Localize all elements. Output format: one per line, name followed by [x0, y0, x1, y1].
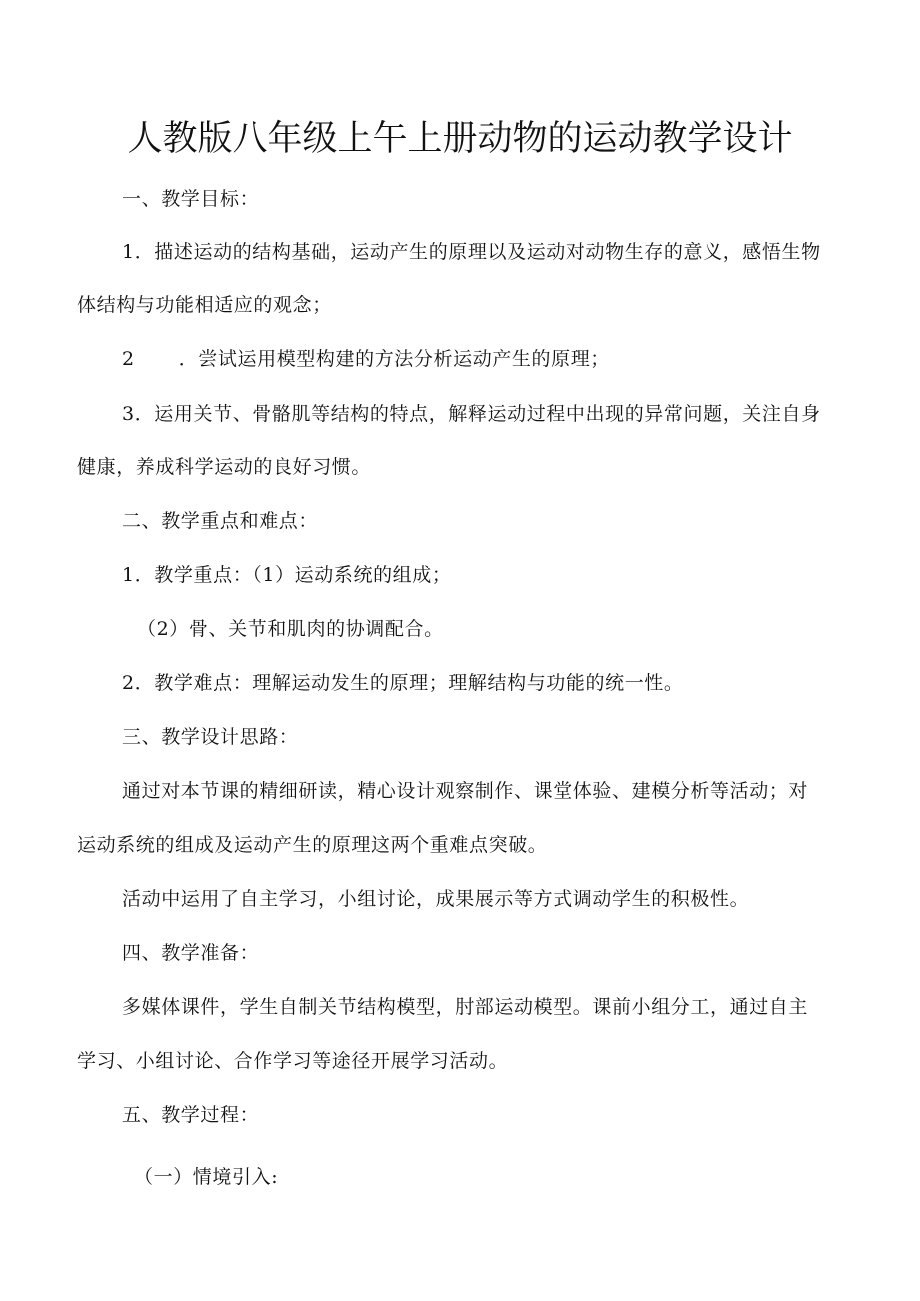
- objective-3-line-2: 健康，养成科学运动的良好习惯。: [77, 456, 372, 478]
- objective-2-number: 2: [122, 348, 135, 370]
- section-heading-design: 三、教学设计思路：: [122, 726, 299, 748]
- objective-1-line-1: 1．描述运动的结构基础，运动产生的原理以及运动对动物生存的意义，感悟生物: [122, 241, 821, 263]
- objective-2-text: ．尝试运用模型构建的方法分析运动产生的原理；: [178, 348, 610, 370]
- preparation-line-2: 学习、小组讨论、合作学习等途径开展学习活动。: [77, 1050, 509, 1072]
- difficulty-line: 2．教学难点：理解运动发生的原理；理解结构与功能的统一性。: [122, 672, 684, 694]
- section-heading-process: 五、教学过程：: [122, 1104, 260, 1126]
- section-heading-objectives: 一、教学目标：: [122, 188, 260, 210]
- preparation-line-1: 多媒体课件，学生自制关节结构模型，肘部运动模型。课前小组分工，通过自主: [122, 996, 809, 1018]
- key-point-line: 1．教学重点：（1）运动系统的组成；: [122, 564, 452, 586]
- objective-3-line-1: 3．运用关节、骨骼肌等结构的特点，解释运动过程中出现的异常问题，关注自身: [122, 403, 821, 425]
- section-heading-preparation: 四、教学准备：: [122, 942, 260, 964]
- objective-1-line-2: 体结构与功能相适应的观念；: [77, 294, 332, 316]
- key-point-sub-line: （2）骨、关节和肌肉的协调配合。: [137, 618, 444, 640]
- document-title: 人教版八年级上午上册动物的运动教学设计: [127, 119, 793, 159]
- process-subheading: （一）情境引入:: [134, 1166, 279, 1188]
- design-paragraph-line-1: 通过对本节课的精细研读，精心设计观察制作、课堂体验、建模分析等活动；对: [122, 780, 809, 802]
- section-heading-key-points: 二、教学重点和难点：: [122, 510, 319, 532]
- objective-2-line: [122, 345, 610, 373]
- design-paragraph-line-2: 运动系统的组成及运动产生的原理这两个重难点突破。: [77, 834, 548, 856]
- design-activity-line: 活动中运用了自主学习，小组讨论，成果展示等方式调动学生的积极性。: [122, 888, 750, 910]
